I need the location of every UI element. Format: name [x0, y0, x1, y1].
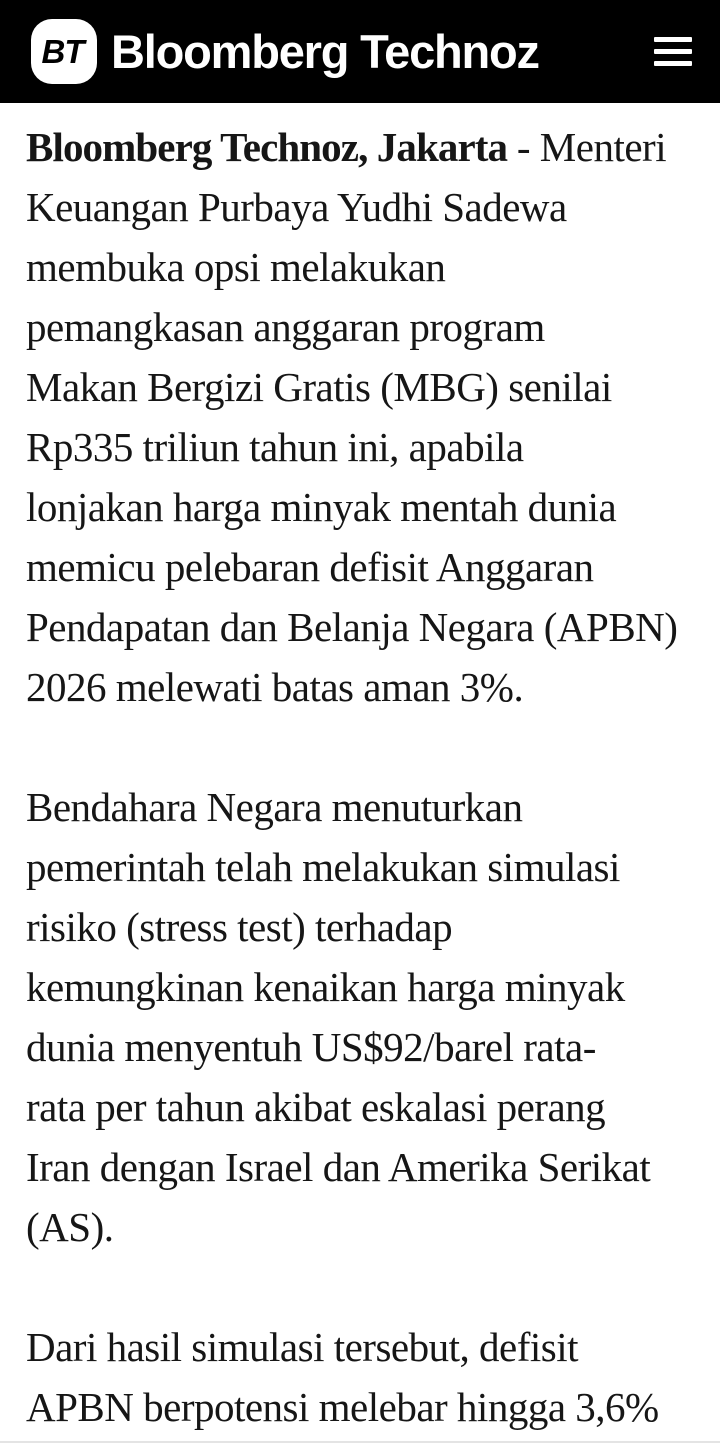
- article-paragraph: [26, 117, 694, 717]
- article-line: kemungkinan kenaikan harga minyak: [26, 964, 625, 1010]
- article-line: pemerintah telah melakukan simulasi: [26, 844, 620, 890]
- bt-logo: [31, 19, 97, 84]
- app-header: [0, 0, 720, 103]
- hamburger-menu-icon[interactable]: [654, 37, 692, 66]
- article-line: memicu pelebaran defisit Anggaran: [26, 544, 594, 590]
- article-line: Keuangan Purbaya Yudhi Sadewa: [26, 184, 567, 230]
- article-body: [0, 103, 720, 1437]
- article-line: risiko (stress test) terhadap: [26, 904, 453, 950]
- article-line: Bendahara Negara menuturkan: [26, 784, 523, 830]
- bottom-divider: [0, 1441, 720, 1443]
- article-line: membuka opsi melakukan: [26, 244, 446, 290]
- article-paragraph: [26, 777, 694, 1257]
- article-line: Pendapatan dan Belanja Negara (APBN): [26, 604, 678, 650]
- article-line: Rp335 triliun tahun ini, apabila: [26, 424, 524, 470]
- bt-logo-text: BT: [41, 32, 84, 70]
- hamburger-bar: [654, 37, 692, 42]
- article-line-segment: - Menteri: [507, 124, 667, 170]
- article-line: [26, 117, 694, 177]
- hamburger-bar: [654, 61, 692, 66]
- article-line: 2026 melewati batas aman 3%.: [26, 664, 524, 710]
- article-line: lonjakan harga minyak mentah dunia: [26, 484, 617, 530]
- article-line: Makan Bergizi Gratis (MBG) senilai: [26, 364, 612, 410]
- article-line: rata per tahun akibat eskalasi perang: [26, 1084, 606, 1130]
- app-title: Bloomberg Technoz: [111, 25, 539, 78]
- article-line: dunia menyentuh US$92/barel rata-: [26, 1024, 596, 1070]
- article-line-bold-segment: Bloomberg Technoz, Jakarta: [26, 124, 508, 170]
- article-line: Iran dengan Israel dan Amerika Serikat: [26, 1144, 651, 1190]
- hamburger-bar: [654, 49, 692, 54]
- article-line: pemangkasan anggaran program: [26, 304, 545, 350]
- article-paragraph: [26, 1317, 694, 1437]
- article-line: (AS).: [26, 1204, 114, 1250]
- brand-link[interactable]: [31, 19, 654, 84]
- article-line: APBN berpotensi melebar hingga 3,6%: [26, 1384, 659, 1430]
- article-line: Dari hasil simulasi tersebut, defisit: [26, 1324, 578, 1370]
